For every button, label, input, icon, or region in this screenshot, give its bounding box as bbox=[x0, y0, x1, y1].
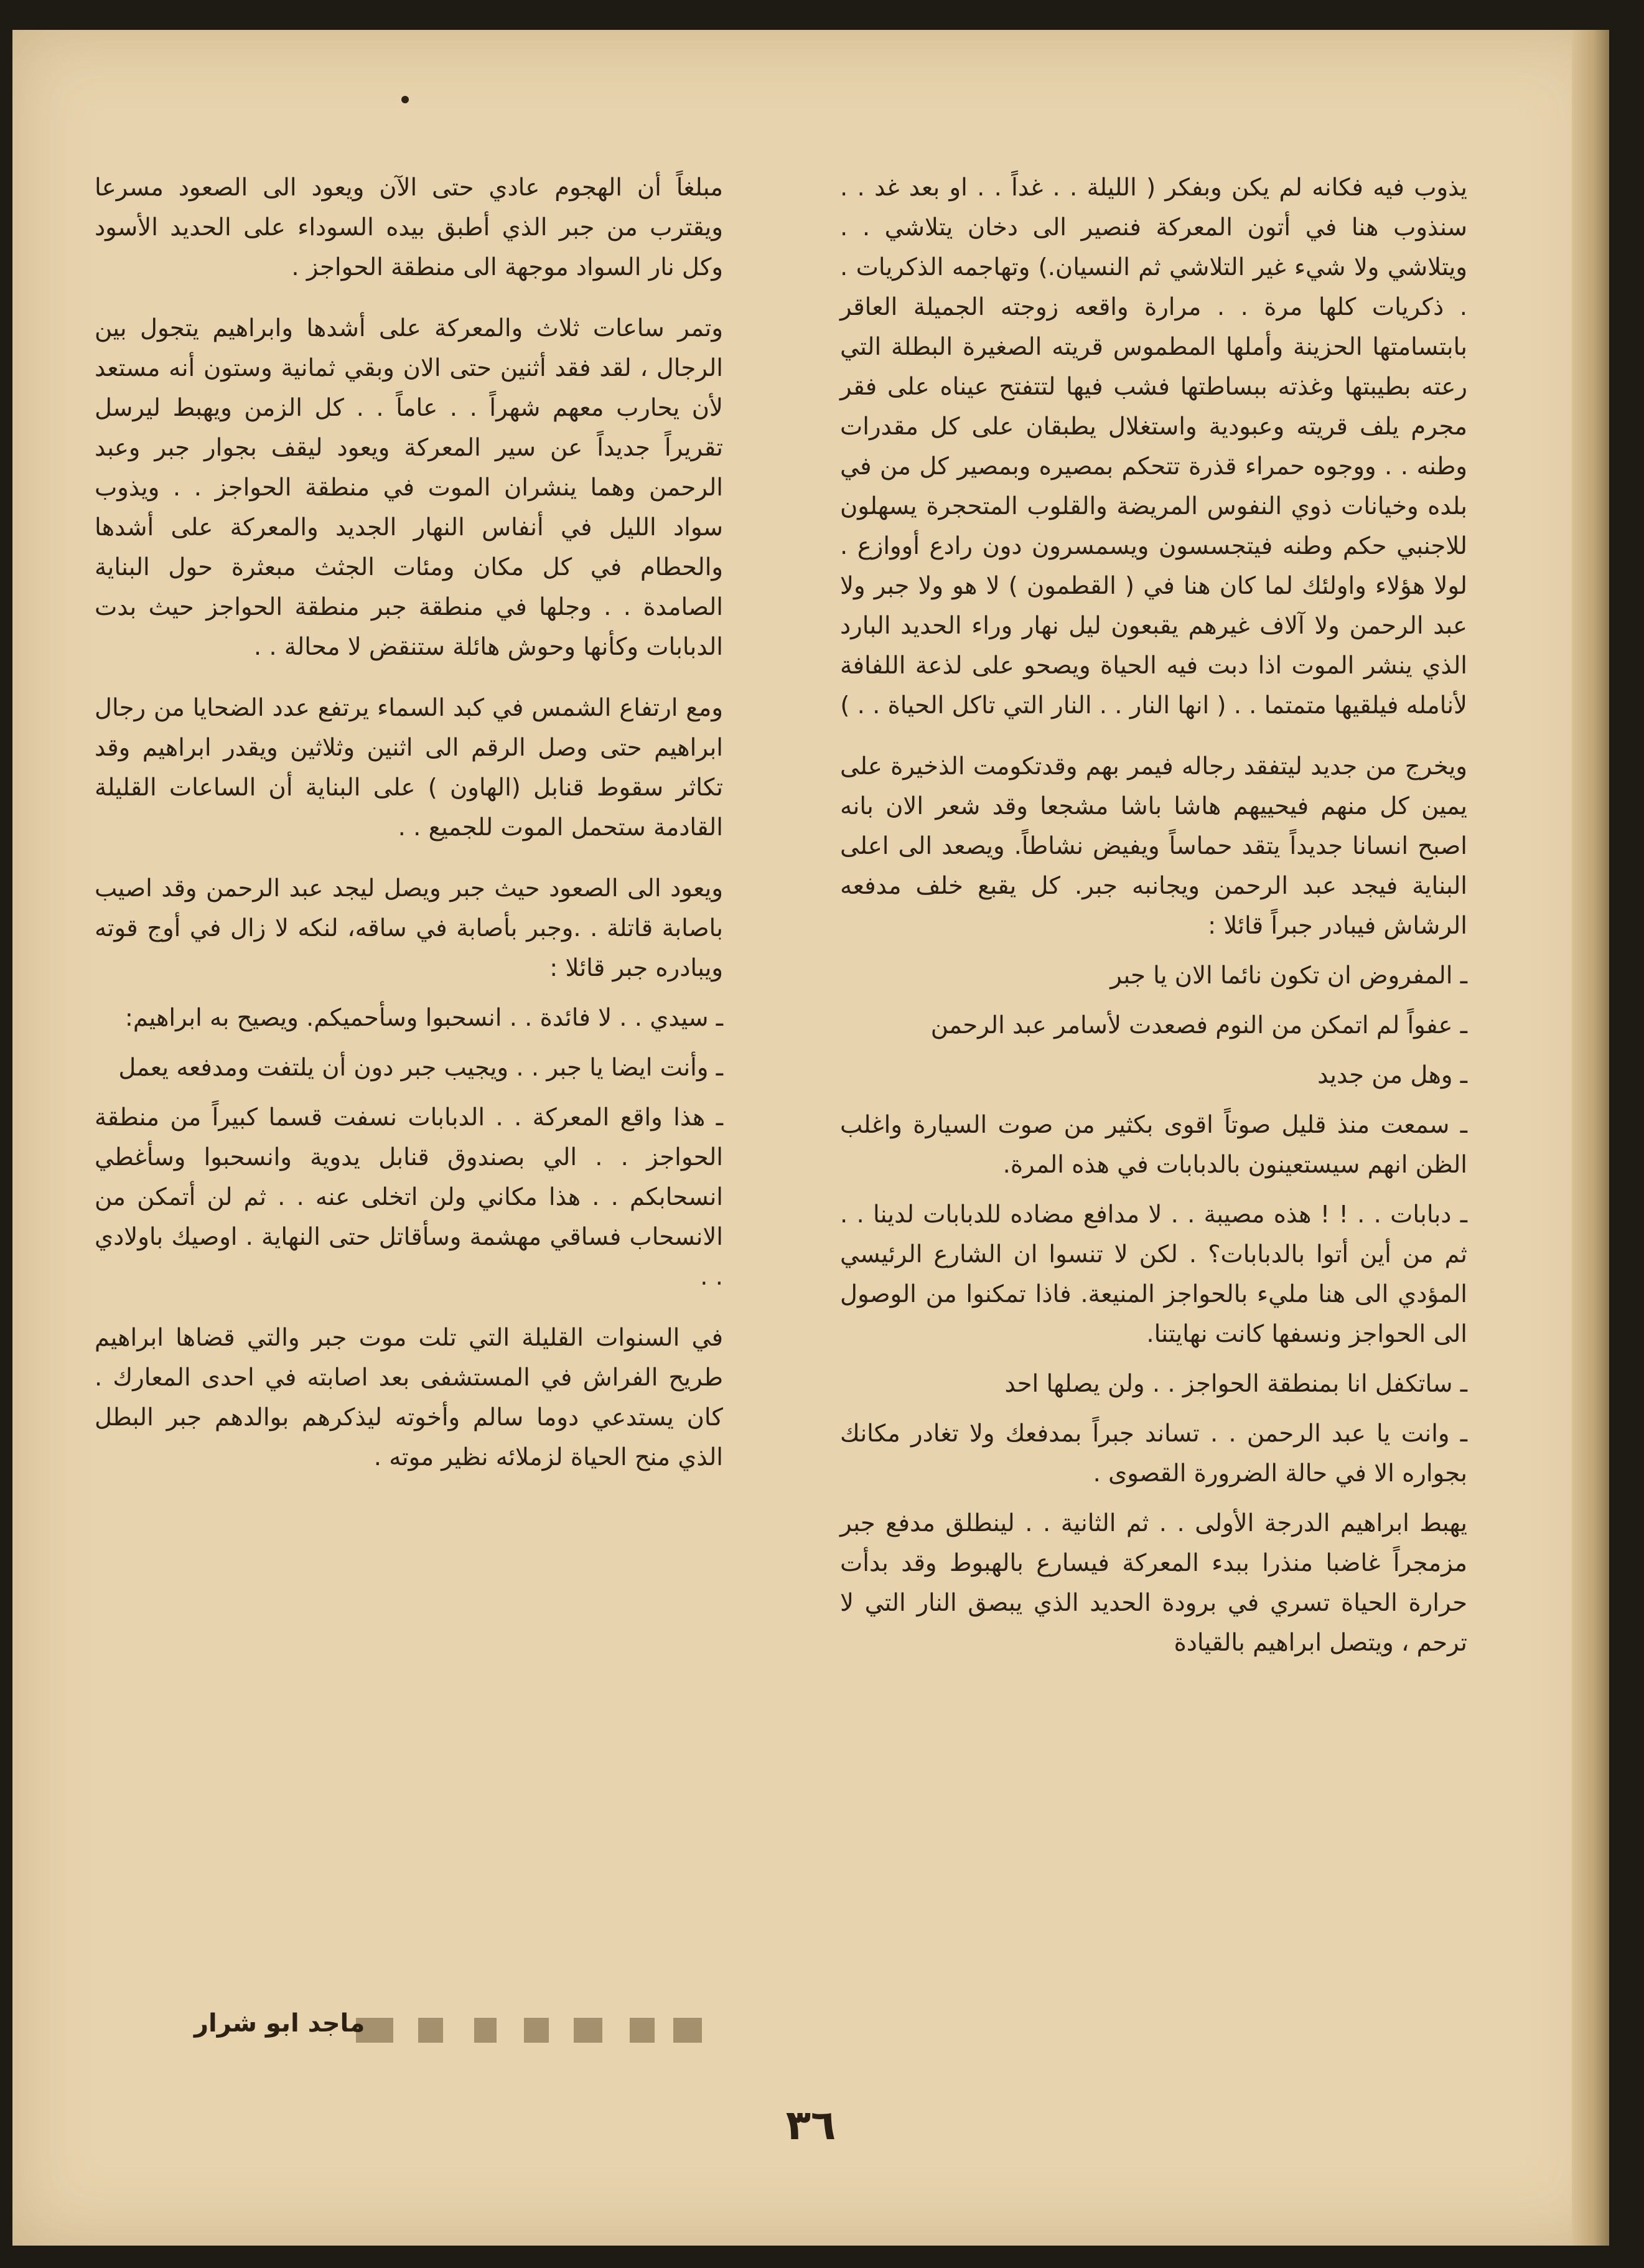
paragraph: ومع ارتفاع الشمس في كبد السماء يرتفع عدد الضحايا من رجال ابراهيم حتى وصل الرقم الى اثنين وثلاثين ويقدر ابراهيم وقد تكاثر سقوط قنابل (الهاون ) على البناية أن الساعات القليلة القادمة ستحمل الموت للجميع . . bbox=[95, 694, 723, 841]
dialogue-line: ـ سيدي . . لا فائدة . . انسحبوا وسأحميكم. ويصيح به ابراهيم: bbox=[124, 1004, 723, 1032]
dialogue-line: ـ وأنت ايضا يا جبر . . ويجيب جبر دون أن يلتفت ومدفعه يعمل bbox=[118, 1054, 723, 1082]
paragraph: يهبط ابراهيم الدرجة الأولى . . ثم الثانية . . لينطلق مدفع جبر مزمجراً غاضبا منذرا ببدء المعركة فيسارع بالهبوط وقد بدأت حرارة الحياة تسري في برودة الحديد الذي يبصق النار التي لا ترحم ، ويتصل ابراهيم بالقيادة bbox=[840, 1509, 1467, 1657]
left-column bbox=[95, 168, 723, 1499]
page bbox=[12, 30, 1609, 2246]
dialogue-line: ـ وهل من جديد bbox=[1317, 1061, 1467, 1089]
paragraph: مبلغاً أن الهجوم عادي حتى الآن ويعود الى الصعود مسرعا ويقترب من جبر الذي أطبق بيده السوداء على الحديد الأسود وكل نار السواد موجهة الى منطقة الحواجز . bbox=[95, 174, 723, 281]
ink-dot bbox=[401, 96, 409, 103]
paragraph: ويعود الى الصعود حيث جبر ويصل ليجد عبد الرحمن وقد اصيب باصابة قاتلة . .وجبر بأصابة في ساقه، لنكه لا زال في أوج قوته ويبادره جبر قائلا : bbox=[95, 874, 723, 982]
dialogue-line: ـ ساتكفل انا بمنطقة الحواجز . . ولن يصلها احد bbox=[1004, 1370, 1467, 1398]
page-number: ٣٦ bbox=[785, 2101, 836, 2149]
signature-row bbox=[95, 2009, 723, 2053]
paragraph: يذوب فيه فكانه لم يكن وبفكر ( الليلة . . غداً . . او بعد غد . . سنذوب هنا في أتون المعركة فنصير الى دخان يتلاشي . . ويتلاشي ولا شيء غير التلاشي ثم النسيان.) وتهاجمه الذكريات . . ذكريات كلها مرة . . مرارة واقعه زوجته الجميلة العاقر بابتسامتها الحزينة وأملها المطموس قريته الصغيرة البطلة التي رعته بطيبتها وغذته ببساطتها فشب فيها لتتفتح عيناه على فقر مجرم يلف قريته وعبودية واستغلال يطبقان على كل مقدرات وطنه . . ووجوه حمراء قذرة تتحكم بمصيره وبمصير كل من في بلده وخيانات ذوي النفوس المريضة والقلوب المتحجرة يسهلون للاجنبي حكم وطنه فيتجسسون ويسمسرون دون رادع أووازع . لولا هؤلاء واولئك لما كان هنا في ( القطمون ) لا هو ولا جبر ولا عبد الرحمن ولا آلاف غيرهم يقبعون ليل نهار وراء الحديد البارد الذي ينشر الموت اذا دبت فيه الحياة ويصحو على لذعة اللفافة لأنامله فيلقيها متمتما . . ( انها النار . . النار التي تاكل الحياة . . ) bbox=[840, 174, 1467, 719]
dialogue-line: ـ دبابات . . ! ! هذه مصيبة . . لا مدافع مضاده للدبابات لدينا . . ثم من أين أتوا بالدبابات؟ . لكن لا تنسوا ان الشارع الرئيسي المؤدي الى هنا مليء بالحواجز المنيعة. فاذا تمكنوا من الوصول الى الحواجز ونسفها كانت نهايتنا. bbox=[840, 1201, 1467, 1348]
right-column bbox=[840, 168, 1467, 1673]
paragraph: ويخرج من جديد ليتفقد رجاله فيمر بهم وقدتكومت الذخيرة على يمين كل منهم فيحييهم هاشا باشا مشجعا وقد شعر الان بانه اصبح انسانا جديداً يتقد حماساً ويفيض نشاطاً. ويصعد الى اعلى البناية فيجد عبد الرحمن ويجانبه جبر. كل يقبع خلف مدفعه الرشاش فيبادر جبراً قائلا : bbox=[840, 752, 1467, 940]
author-signature: ماجد ابو شرار bbox=[194, 2009, 365, 2038]
paragraph: في السنوات القليلة التي تلت موت جبر والتي قضاها ابراهيم طريح الفراش في المستشفى بعد اصابته في احدى المعارك . كان يستدعي دوما سالم وأخوته ليذكرهم بوالدهم جبر البطل الذي منح الحياة لزملائه نظير موته . bbox=[95, 1324, 723, 1471]
paragraph: وتمر ساعات ثلاث والمعركة على أشدها وابراهيم يتجول بين الرجال ، لقد فقد أثنين حتى الان وبقي ثمانية وستون أنه مستعد لأن يحارب معهم شهراً . . عاماً . . كل الزمن ويهبط ليرسل تقريراً جديداً عن سير المعركة ويعود ليقف بجوار جبر وعبد الرحمن وهما ينشران الموت في منطقة الحواجز . . ويذوب سواد الليل في أنفاس النهار الجديد والمعركة على أشدها والحطام في كل مكان ومئات الجثث مبعثرة حول البناية الصامدة . . وجلها في منطقة جبر منطقة الحواجز حيث بدت الدبابات وكأنها وحوش هائلة ستنقض لا محالة . . bbox=[95, 314, 723, 661]
dialogue-line: ـ المفروض ان تكون نائما الان يا جبر bbox=[1110, 962, 1467, 990]
dialogue-line: ـ هذا واقع المعركة . . الدبابات نسفت قسما كبيراً من منطقة الحواجز . . الي بصندوق قنابل يدوية وانسحبوا وسأغطي انسحابكم . . هذا مكاني ولن اتخلى عنه . . ثم لن أتمكن من الانسحاب فساقي مهشمة وسأقاتل حتى النهاية . اوصيك باولادي . . bbox=[95, 1104, 723, 1291]
dialogue-line: ـ سمعت منذ قليل صوتاً اقوى بكثير من صوت السيارة واغلب الظن انهم سيستعينون بالدبابات في هذه المرة. bbox=[840, 1111, 1467, 1179]
dialogue-line: ـ وانت يا عبد الرحمن . . تساند جبراً بمدفعك ولا تغادر مكانك بجواره الا في حالة الضرورة القصوى . bbox=[840, 1420, 1467, 1488]
dialogue-line: ـ عفواً لم اتمكن من النوم فصعدت لأسامر عبد الرحمن bbox=[930, 1011, 1467, 1039]
decorative-ornament bbox=[356, 2013, 704, 2048]
page-edge bbox=[1572, 30, 1609, 2246]
